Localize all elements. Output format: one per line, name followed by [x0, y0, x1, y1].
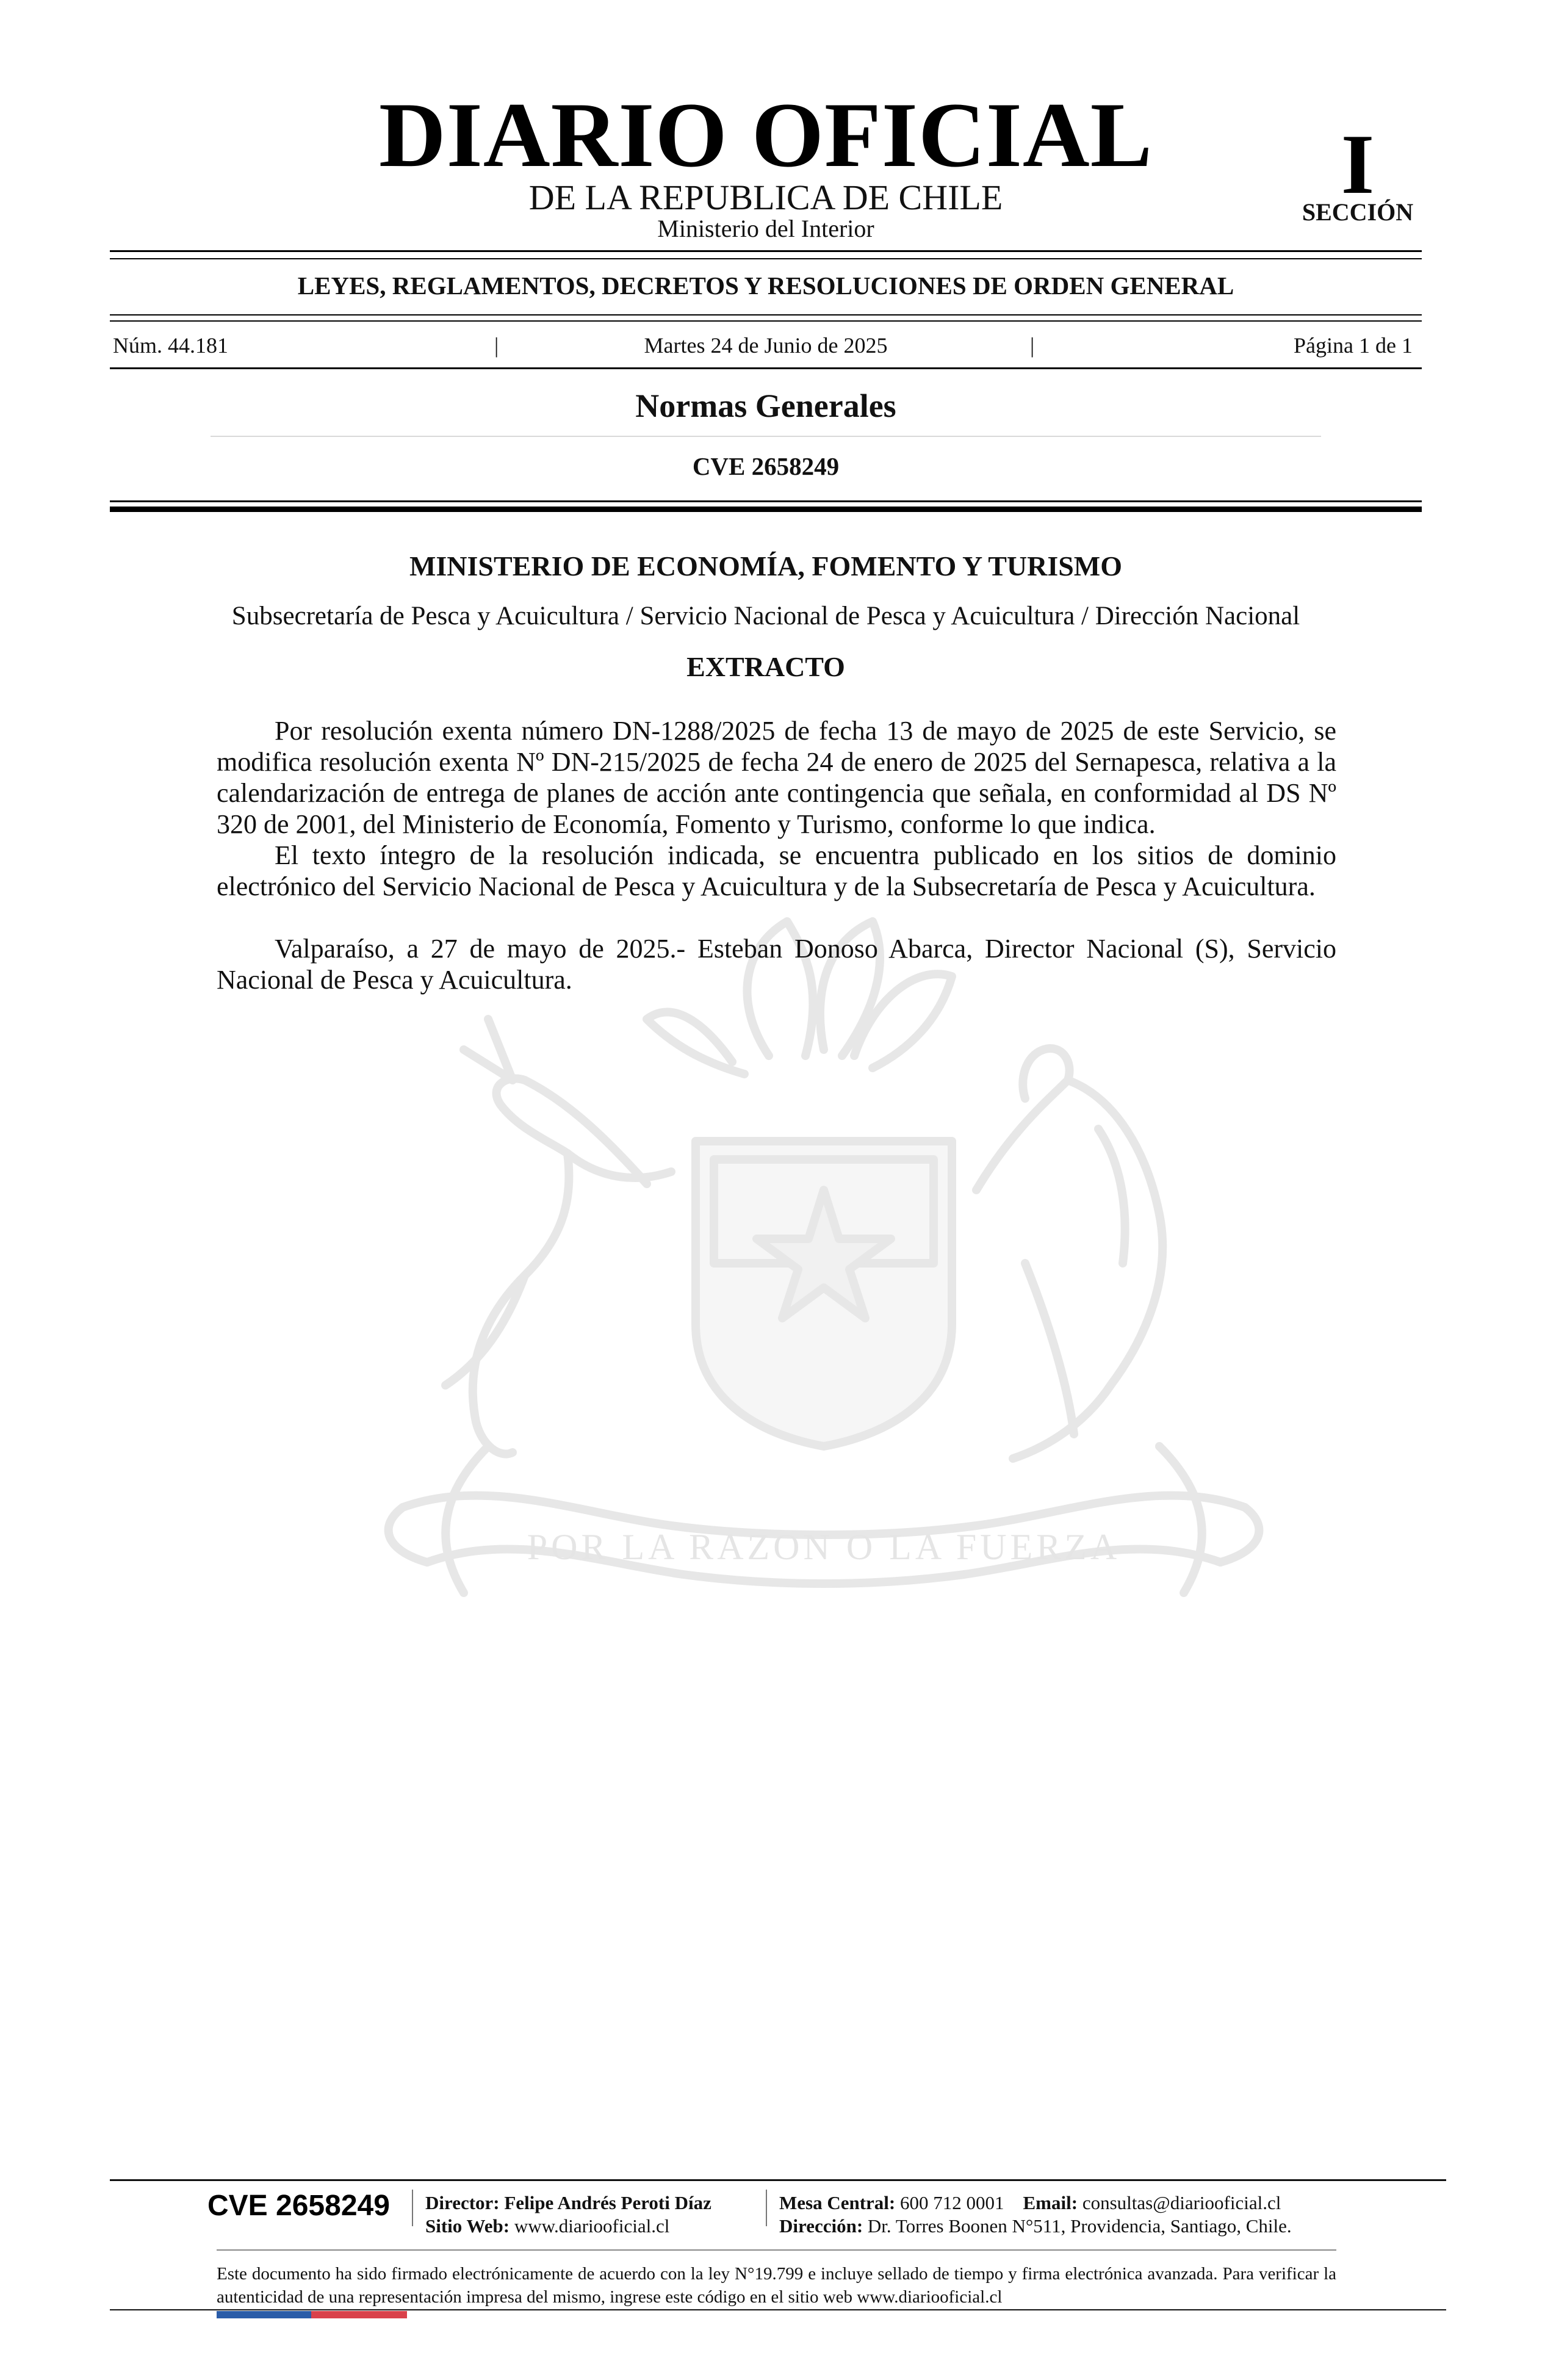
- footer-cve-code: CVE 2658249: [207, 2190, 390, 2222]
- section-number: I: [1341, 117, 1375, 212]
- agency-line: Subsecretaría de Pesca y Acuicultura / Servicio Nacional de Pesca y Acuicultura / Dirección Nacional: [231, 602, 1300, 630]
- masthead-rule-top: [110, 250, 1422, 252]
- footer-address-text: Dr. Torres Boonen N°511, Providencia, Santiago, Chile.: [867, 2215, 1292, 2237]
- footer-divider: [766, 2190, 767, 2226]
- masthead-subtitle: DE LA REPUBLICA DE CHILE: [528, 178, 1003, 217]
- footer-website-label: Sitio Web:: [425, 2215, 510, 2237]
- cve-code: CVE 2658249: [692, 452, 840, 480]
- category-rule-bottom: [110, 320, 1422, 322]
- issue-separator: |: [494, 333, 499, 358]
- footer-director: [425, 2193, 711, 2212]
- extract-heading: EXTRACTO: [686, 651, 845, 682]
- category-rule-top: [110, 314, 1422, 316]
- paragraph: El texto íntegro de la resolución indicada, se encuentra publicado en los sitios de dominio electrónico del Servicio Nacional de Pesca y Acuicultura y de la Subsecretaría de Pesca y Acuicultura.: [217, 840, 1336, 901]
- footer-phone-label: Mesa Central:: [779, 2192, 896, 2213]
- signature-paragraph: Valparaíso, a 27 de mayo de 2025.- Esteban Donoso Abarca, Director Nacional (S), Servicio Nacional de Pesca y Acuicultura.: [217, 934, 1336, 995]
- footer-email-label: Email:: [1023, 2192, 1078, 2213]
- coat-of-arms-watermark: [305, 897, 1342, 1666]
- footer-website: [425, 2216, 669, 2235]
- section-label: SECCIÓN: [1302, 198, 1414, 226]
- ministry-heading: MINISTERIO DE ECONOMÍA, FOMENTO Y TURISMO: [409, 550, 1122, 582]
- footer-contact: [779, 2193, 1281, 2212]
- issue-page: Página 1 de 1: [1294, 333, 1413, 358]
- category-heading: LEYES, REGLAMENTOS, DECRETOS Y RESOLUCIONES DE ORDEN GENERAL: [297, 272, 1234, 300]
- issue-rule: [110, 367, 1422, 369]
- flag-bar-red: [311, 2311, 407, 2318]
- footer-divider: [412, 2190, 413, 2226]
- issue-separator: |: [1030, 333, 1035, 358]
- footer-email-link[interactable]: consultas@diariooficial.cl: [1082, 2192, 1281, 2213]
- footer-address: [779, 2216, 1292, 2235]
- issue-date: Martes 24 de Junio de 2025: [644, 333, 888, 358]
- footer-signature-note: Este documento ha sido firmado electrónicamente de acuerdo con la ley N°19.799 e incluye sellado de tiempo y firma electrónica avanzada. Para verificar la autenticidad de una representación impresa del mismo, ingrese este código en el sitio web www.diariooficial.cl: [217, 2264, 1336, 2307]
- masthead-rule-bottom: [110, 258, 1422, 259]
- footer-director-label: Director:: [425, 2192, 500, 2213]
- norms-title: Normas Generales: [635, 388, 896, 424]
- issue-number: Núm. 44.181: [113, 333, 228, 358]
- header-rule-thin: [110, 500, 1422, 502]
- masthead-ministry: Ministerio del Interior: [657, 215, 874, 242]
- flag-bar-blue: [217, 2311, 311, 2318]
- watermark-motto: POR LA RAZON O LA FUERZA: [527, 1527, 1121, 1567]
- footer-rule-bottom: [110, 2309, 1446, 2310]
- extract-body: [217, 715, 1336, 995]
- header-rule-thick: [110, 507, 1422, 512]
- footer-rule-middle: [217, 2249, 1336, 2251]
- paragraph: Por resolución exenta número DN-1288/2025 de fecha 13 de mayo de 2025 de este Servicio, se modifica resolución exenta Nº DN-215/2025 de fecha 24 de enero de 2025 del Sernapesca, relativa a la calendarización de entrega de planes de acción ante contingencia que señala, en conformidad al DS Nº 320 de 2001, del Ministerio de Economía, Fomento y Turismo, conforme lo que indica.: [217, 716, 1336, 839]
- masthead-title: DIARIO OFICIAL: [378, 84, 1153, 186]
- footer-address-label: Dirección:: [779, 2215, 863, 2237]
- footer-director-name: Felipe Andrés Peroti Díaz: [504, 2192, 711, 2213]
- norms-divider: [211, 436, 1321, 437]
- footer-rule-top: [110, 2179, 1446, 2181]
- footer-phone: 600 712 0001: [900, 2192, 1004, 2213]
- footer-website-link[interactable]: www.diariooficial.cl: [514, 2215, 670, 2237]
